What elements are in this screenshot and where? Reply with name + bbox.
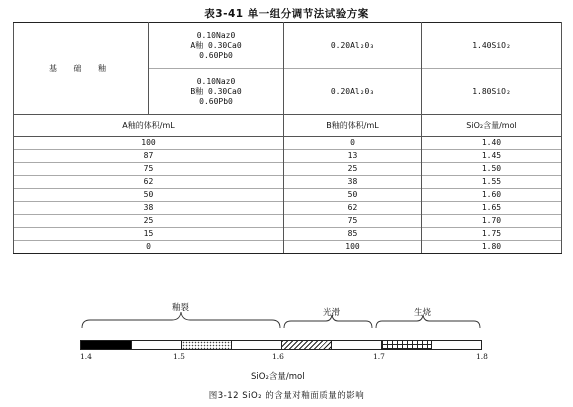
- cell-b-volume: 50: [284, 189, 422, 202]
- tick-1-5: 1.5: [173, 352, 185, 361]
- cell-sio2: 1.50: [422, 163, 562, 176]
- cell-a-volume: 50: [14, 189, 284, 202]
- cell-b-volume: 38: [284, 176, 422, 189]
- table-row: [14, 189, 562, 202]
- cell-a-volume: 38: [14, 202, 284, 215]
- cell-b-volume: 0: [284, 137, 422, 150]
- recipe-table: [13, 22, 562, 254]
- glaze-a-sio2: 1.40SiO₂: [422, 23, 562, 69]
- cell-a-volume: 75: [14, 163, 284, 176]
- cell-a-volume: 15: [14, 228, 284, 241]
- table-row: [14, 215, 562, 228]
- cell-a-volume: 25: [14, 215, 284, 228]
- table-row: [14, 176, 562, 189]
- header-b-volume: B釉的体积/mL: [284, 115, 422, 137]
- glaze-a-oxide-2: 0.30Ca0: [207, 40, 242, 50]
- table-row: [14, 202, 562, 215]
- header-a-volume: A釉的体积/mL: [14, 115, 284, 137]
- cell-sio2: 1.70: [422, 215, 562, 228]
- cell-sio2: 1.65: [422, 202, 562, 215]
- sio2-figure: [0, 290, 573, 407]
- table-row: [14, 228, 562, 241]
- cell-a-volume: 100: [14, 137, 284, 150]
- figure-caption: 图3-12 SiO₂ 的含量对釉面质量的影响: [208, 391, 365, 401]
- bar-segment-brick: [381, 341, 431, 349]
- bar-segment-hatched: [281, 341, 331, 349]
- cell-sio2: 1.75: [422, 228, 562, 241]
- bar-segment-blank: [131, 341, 181, 349]
- glaze-b-al2o3: 0.20Al₂0₃: [284, 69, 422, 115]
- glaze-b-oxide-1: 0.10Naz0: [196, 76, 236, 86]
- base-glaze-label: 基 础 釉: [14, 23, 149, 115]
- bar-segment-solid: [81, 341, 131, 349]
- cell-sio2: 1.40: [422, 137, 562, 150]
- data-rows: [14, 137, 562, 254]
- cell-sio2: 1.80: [422, 241, 562, 254]
- glaze-a-oxide-3: 0.60Pb0: [199, 50, 233, 60]
- tick-1-7: 1.7: [373, 352, 385, 361]
- bar-segment-dotted: [181, 341, 231, 349]
- tick-1-4: 1.4: [80, 352, 92, 361]
- glaze-b-oxide-3: 0.60Pb0: [199, 96, 233, 106]
- cell-b-volume: 25: [284, 163, 422, 176]
- cell-a-volume: 87: [14, 150, 284, 163]
- cell-b-volume: 75: [284, 215, 422, 228]
- bar-segment-blank: [231, 341, 281, 349]
- table-row: [14, 150, 562, 163]
- tick-1-8: 1.8: [476, 352, 488, 361]
- cell-b-volume: 100: [284, 241, 422, 254]
- glaze-a-oxide-1: 0.10Naz0: [196, 30, 236, 40]
- cell-b-volume: 62: [284, 202, 422, 215]
- sio2-scale-bar: [80, 340, 482, 350]
- glaze-a-oxides: [149, 23, 284, 69]
- glaze-b-oxides: [149, 69, 284, 115]
- cell-sio2: 1.60: [422, 189, 562, 202]
- table-title: 表3-41 单一组分调节法试验方案: [204, 8, 369, 20]
- zone-label-crackle: 釉裂: [172, 303, 190, 313]
- cell-a-volume: 62: [14, 176, 284, 189]
- glaze-b-name: B釉: [190, 86, 204, 96]
- zone-braces: [0, 290, 573, 340]
- axis-label: SiO₂含量/mol: [251, 372, 305, 382]
- glaze-a-al2o3: 0.20Al₂0₃: [284, 23, 422, 69]
- header-sio2: SiO₂含量/mol: [422, 115, 562, 137]
- cell-sio2: 1.45: [422, 150, 562, 163]
- cell-a-volume: 0: [14, 241, 284, 254]
- column-header-row: [14, 115, 562, 137]
- bar-segment-blank: [431, 341, 481, 349]
- glaze-a-name: A釉: [190, 40, 204, 50]
- table-row: [14, 163, 562, 176]
- glaze-b-oxide-2: 0.30Ca0: [207, 86, 242, 96]
- cell-b-volume: 85: [284, 228, 422, 241]
- glaze-b-sio2: 1.80SiO₂: [422, 69, 562, 115]
- cell-sio2: 1.55: [422, 176, 562, 189]
- bar-segment-blank: [331, 341, 381, 349]
- table-row: [14, 137, 562, 150]
- glaze-a-row: [14, 23, 562, 69]
- cell-b-volume: 13: [284, 150, 422, 163]
- tick-1-6: 1.6: [272, 352, 284, 361]
- zone-label-raw: 生烧: [414, 308, 432, 318]
- crackle-brace: [82, 312, 280, 328]
- zone-label-smooth: 光滑: [323, 308, 341, 318]
- table-row: [14, 241, 562, 254]
